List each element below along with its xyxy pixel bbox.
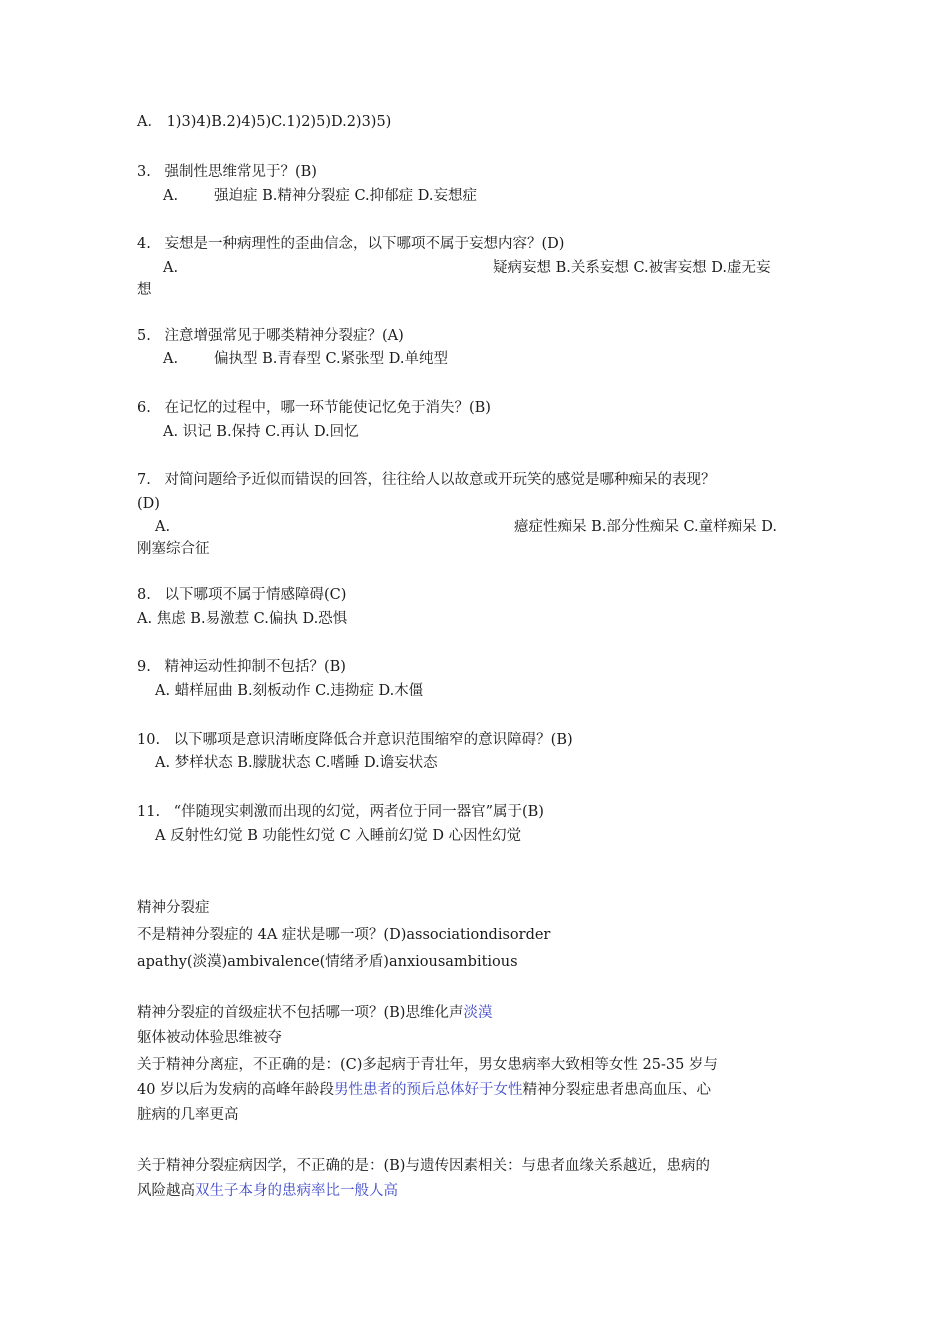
hyperlink-text[interactable]: 淡漠 (463, 1005, 493, 1021)
answer-line: A． 1)3)4)B.2)4)5)C.1)2)5)D.2)3)5) (137, 114, 392, 130)
question-number: 10. (137, 732, 161, 748)
section-line-2: apathy(淡漠)ambivalence(情绪矛盾)anxiousambitious (137, 954, 518, 970)
section-line-3 (137, 1002, 492, 1024)
question-10 (137, 729, 573, 751)
question-11 (137, 801, 544, 823)
text-span: 风险越高 (137, 1183, 195, 1199)
question-text: 以下哪项不属于情感障碍(C) (164, 587, 347, 603)
section-title: 精神分裂症 (137, 900, 210, 916)
hyperlink-text[interactable]: 男性患者的预后总体好于女性 (334, 1082, 523, 1098)
section-line-9 (137, 1180, 398, 1202)
question-3 (137, 161, 317, 183)
options-text: 偏执型 B.青春型 C.紧张型 D.单纯型 (214, 351, 448, 367)
question-8 (137, 584, 346, 606)
question-5 (137, 325, 404, 347)
question-8-options: A. 焦虑 B.易激惹 C.偏执 D.恐惧 (137, 611, 348, 627)
question-text: 妄想是一种病理性的歪曲信念，以下哪项不属于妄想内容？(D) (164, 236, 565, 252)
question-text: “伴随现实刺激而出现的幻觉，两者位于同一器官”属于(B) (173, 804, 544, 820)
question-7-options-cont: 刚塞综合征 (137, 541, 210, 557)
question-5-options (163, 348, 448, 370)
question-number: 8. (137, 587, 151, 603)
question-4-options: 疑病妄想 B.关系妄想 C.被害妄想 D.虚无妄 (493, 260, 771, 276)
question-3-options (163, 185, 477, 207)
question-number: 4. (137, 236, 151, 252)
question-6 (137, 397, 491, 419)
option-a-label: A. (155, 519, 171, 535)
question-6-options: A. 识记 B.保持 C.再认 D.回忆 (163, 424, 359, 440)
question-7-answer: (D) (137, 496, 160, 512)
section-line-6 (137, 1079, 711, 1101)
question-7-options: 癔症性痴呆 B.部分性痴呆 C.童样痴呆 D. (514, 519, 777, 535)
question-4-options-cont: 想 (137, 282, 152, 298)
question-number: 6. (137, 400, 151, 416)
question-9-options: A. 蜡样屈曲 B.刻板动作 C.违拗症 D.木僵 (155, 683, 424, 699)
question-number: 7. (137, 472, 151, 488)
question-number: 5. (137, 328, 151, 344)
text-span: 精神分裂症患者患高血压、心 (522, 1082, 712, 1098)
question-number: 3. (137, 164, 151, 180)
question-number: 9. (137, 659, 151, 675)
hyperlink-text[interactable]: 双生子本身的患病率比一般人高 (195, 1183, 398, 1199)
section-line-8: 关于精神分裂症病因学，不正确的是：(B)与遗传因素相关：与患者血缘关系越近，患病的 (137, 1158, 710, 1174)
option-a-label: A. (163, 188, 179, 204)
option-a-label: A. (163, 260, 179, 276)
option-a-label: A. (163, 351, 179, 367)
question-number: 11. (137, 804, 161, 820)
question-text: 对简问题给予近似而错误的回答，往往给人以故意或开玩笑的感觉是哪种痴呆的表现？ (164, 472, 716, 488)
question-text: 强制性思维常见于？(B) (164, 164, 317, 180)
question-11-options: A 反射性幻觉 B 功能性幻觉 C 入睡前幻觉 D 心因性幻觉 (155, 828, 522, 844)
question-text: 精神运动性抑制不包括？(B) (164, 659, 346, 675)
question-text: 注意增强常见于哪类精神分裂症？(A) (164, 328, 404, 344)
question-10-options: A. 梦样状态 B.朦胧状态 C.嗜睡 D.谵妄状态 (155, 755, 438, 771)
question-9 (137, 656, 346, 678)
question-4 (137, 233, 564, 255)
question-7 (137, 469, 715, 491)
section-line-1: 不是精神分裂症的 4A 症状是哪一项？(D)associationdisorder (137, 927, 551, 943)
section-line-7: 脏病的几率更高 (137, 1107, 239, 1123)
options-text: 强迫症 B.精神分裂症 C.抑郁症 D.妄想症 (214, 188, 477, 204)
section-line-5: 关于精神分离症，不正确的是：(C)多起病于青壮年，男女患病率大致相等女性 25-35 岁与 (137, 1057, 718, 1073)
text-span: 40 岁以后为发病的高峰年龄段 (137, 1082, 335, 1098)
question-text: 在记忆的过程中，哪一环节能使记忆免于消失？(B) (164, 400, 491, 416)
question-text: 以下哪项是意识清晰度降低合并意识范围缩窄的意识障碍？(B) (173, 732, 573, 748)
section-line-4: 躯体被动体验思维被夺 (137, 1030, 282, 1046)
text-span: 精神分裂症的首级症状不包括哪一项？(B)思维化声 (137, 1005, 464, 1021)
